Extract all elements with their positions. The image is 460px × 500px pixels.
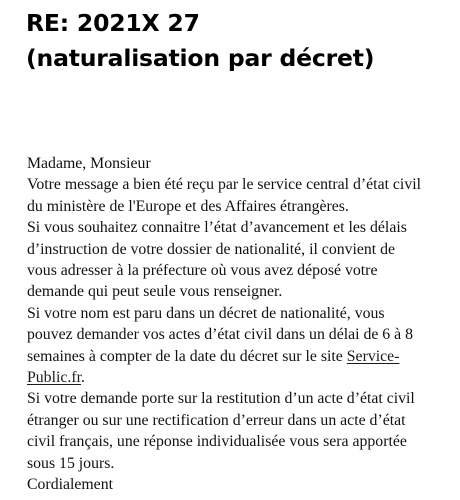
body-line: civil français, une réponse individualisée vous sera apportée (27, 433, 407, 451)
body-line: du ministère de l'Europe et des Affaires étrangères. (27, 197, 349, 215)
subject-line-1: RE: 2021X 27 (26, 9, 200, 37)
email-body (27, 153, 447, 496)
body-text: semaines à compter de la date du décret sur le site (27, 347, 347, 365)
greeting: Madame, Monsieur (27, 155, 151, 172)
service-public-link[interactable]: Service- (346, 347, 400, 365)
body-line: sous 15 jours. (27, 454, 115, 472)
body-line-with-link (27, 367, 447, 388)
body-line: d’instruction de votre dossier de nationalité, il convient de (27, 240, 396, 258)
subject-line-2: (naturalisation par décret) (26, 44, 375, 72)
body-line: vous adresser à la préfecture où vous avez déposé votre (27, 262, 378, 280)
body-line: Si votre nom est paru dans un décret de nationalité, vous (27, 304, 385, 322)
body-line: étranger ou sur une rectification d’erreur dans un acte d’état (27, 411, 406, 429)
body-line: Si votre demande porte sur la restitution d’un acte d’état civil (27, 390, 415, 408)
body-text: . (80, 369, 85, 387)
body-line: Votre message a bien été reçu par le service central d’état civil (27, 176, 421, 194)
email-subject (26, 6, 446, 76)
service-public-link-continued[interactable]: Public.fr (27, 369, 81, 387)
body-line-with-link (27, 346, 447, 367)
body-line: demande qui peut seule vous renseigner. (27, 283, 283, 301)
closing: Cordialement (27, 476, 113, 494)
body-line: Si vous souhaitez connaitre l’état d’avancement et les délais (27, 219, 407, 237)
body-line: pouvez demander vos actes d’état civil dans un délai de 6 à 8 (27, 326, 414, 344)
